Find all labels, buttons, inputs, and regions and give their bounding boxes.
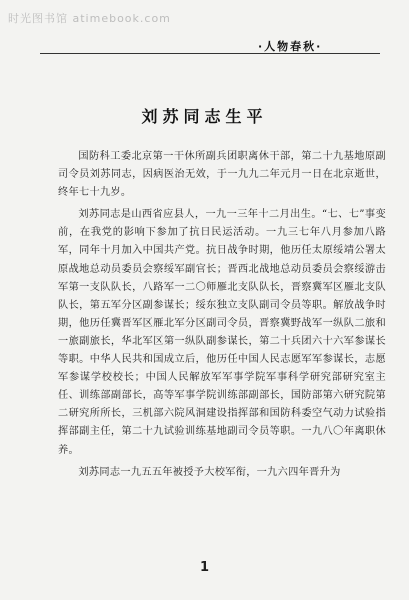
watermark: 时光图书馆 atimebook.com	[8, 12, 171, 25]
article-title: 刘苏同志生平	[141, 107, 268, 126]
paragraph: 国防科工委北京第一干休所副兵团职离休干部，第二十九基地原副司令员刘苏同志，因病医治无效，于一九九二年元月一日在北京逝世，终年七十九岁。	[58, 151, 386, 199]
header-rule	[40, 53, 380, 54]
page-number: 1	[199, 560, 210, 575]
paragraph: 刘苏同志一九五五年被授予大校军衔，一九六四年晋升为	[78, 466, 341, 478]
article-body	[58, 148, 386, 486]
paragraph: 刘苏同志是山西省应县人，一九一三年十二月出生。“七、七”事变前，在我党的影响下参加了抗日民运活动。一九三七年八月参加八路军，同年十月加入中国共产党。抗日战争时期，他历任太原绥靖公署太原战地总动员委员会察绥军副官长；晋西北战地总动员委员会察绥游击军第一支队队长，八路军一二〇师雁北支队队长，晋察冀军区雁北支队队长，第五军分区副参谋长；绥东独立支队副司令员等职。解放战争时期，他历任冀晋军区雁北军分区副司令员，晋察冀野战军一纵队二旅和一旅副旅长，华北军区第一纵队副参谋长，第二十兵团六十六军参谋长等职。中华人民共和国成立后，他历任中国人民志愿军军参谋长，志愿军参谋学校校长；中国人民解放军军事学院军事科学研究部研究室主任、训练部副部长，高等军事学院训练部副部长，国防部第六研究院第二研究所所长，三机部六院风洞建设指挥部和国防科委空气动力试验指挥部副主任，第二十九试验训练基地副司令员等职。一九八〇年离职休养。	[58, 209, 386, 456]
running-head: ·人物春秋·	[258, 40, 323, 53]
